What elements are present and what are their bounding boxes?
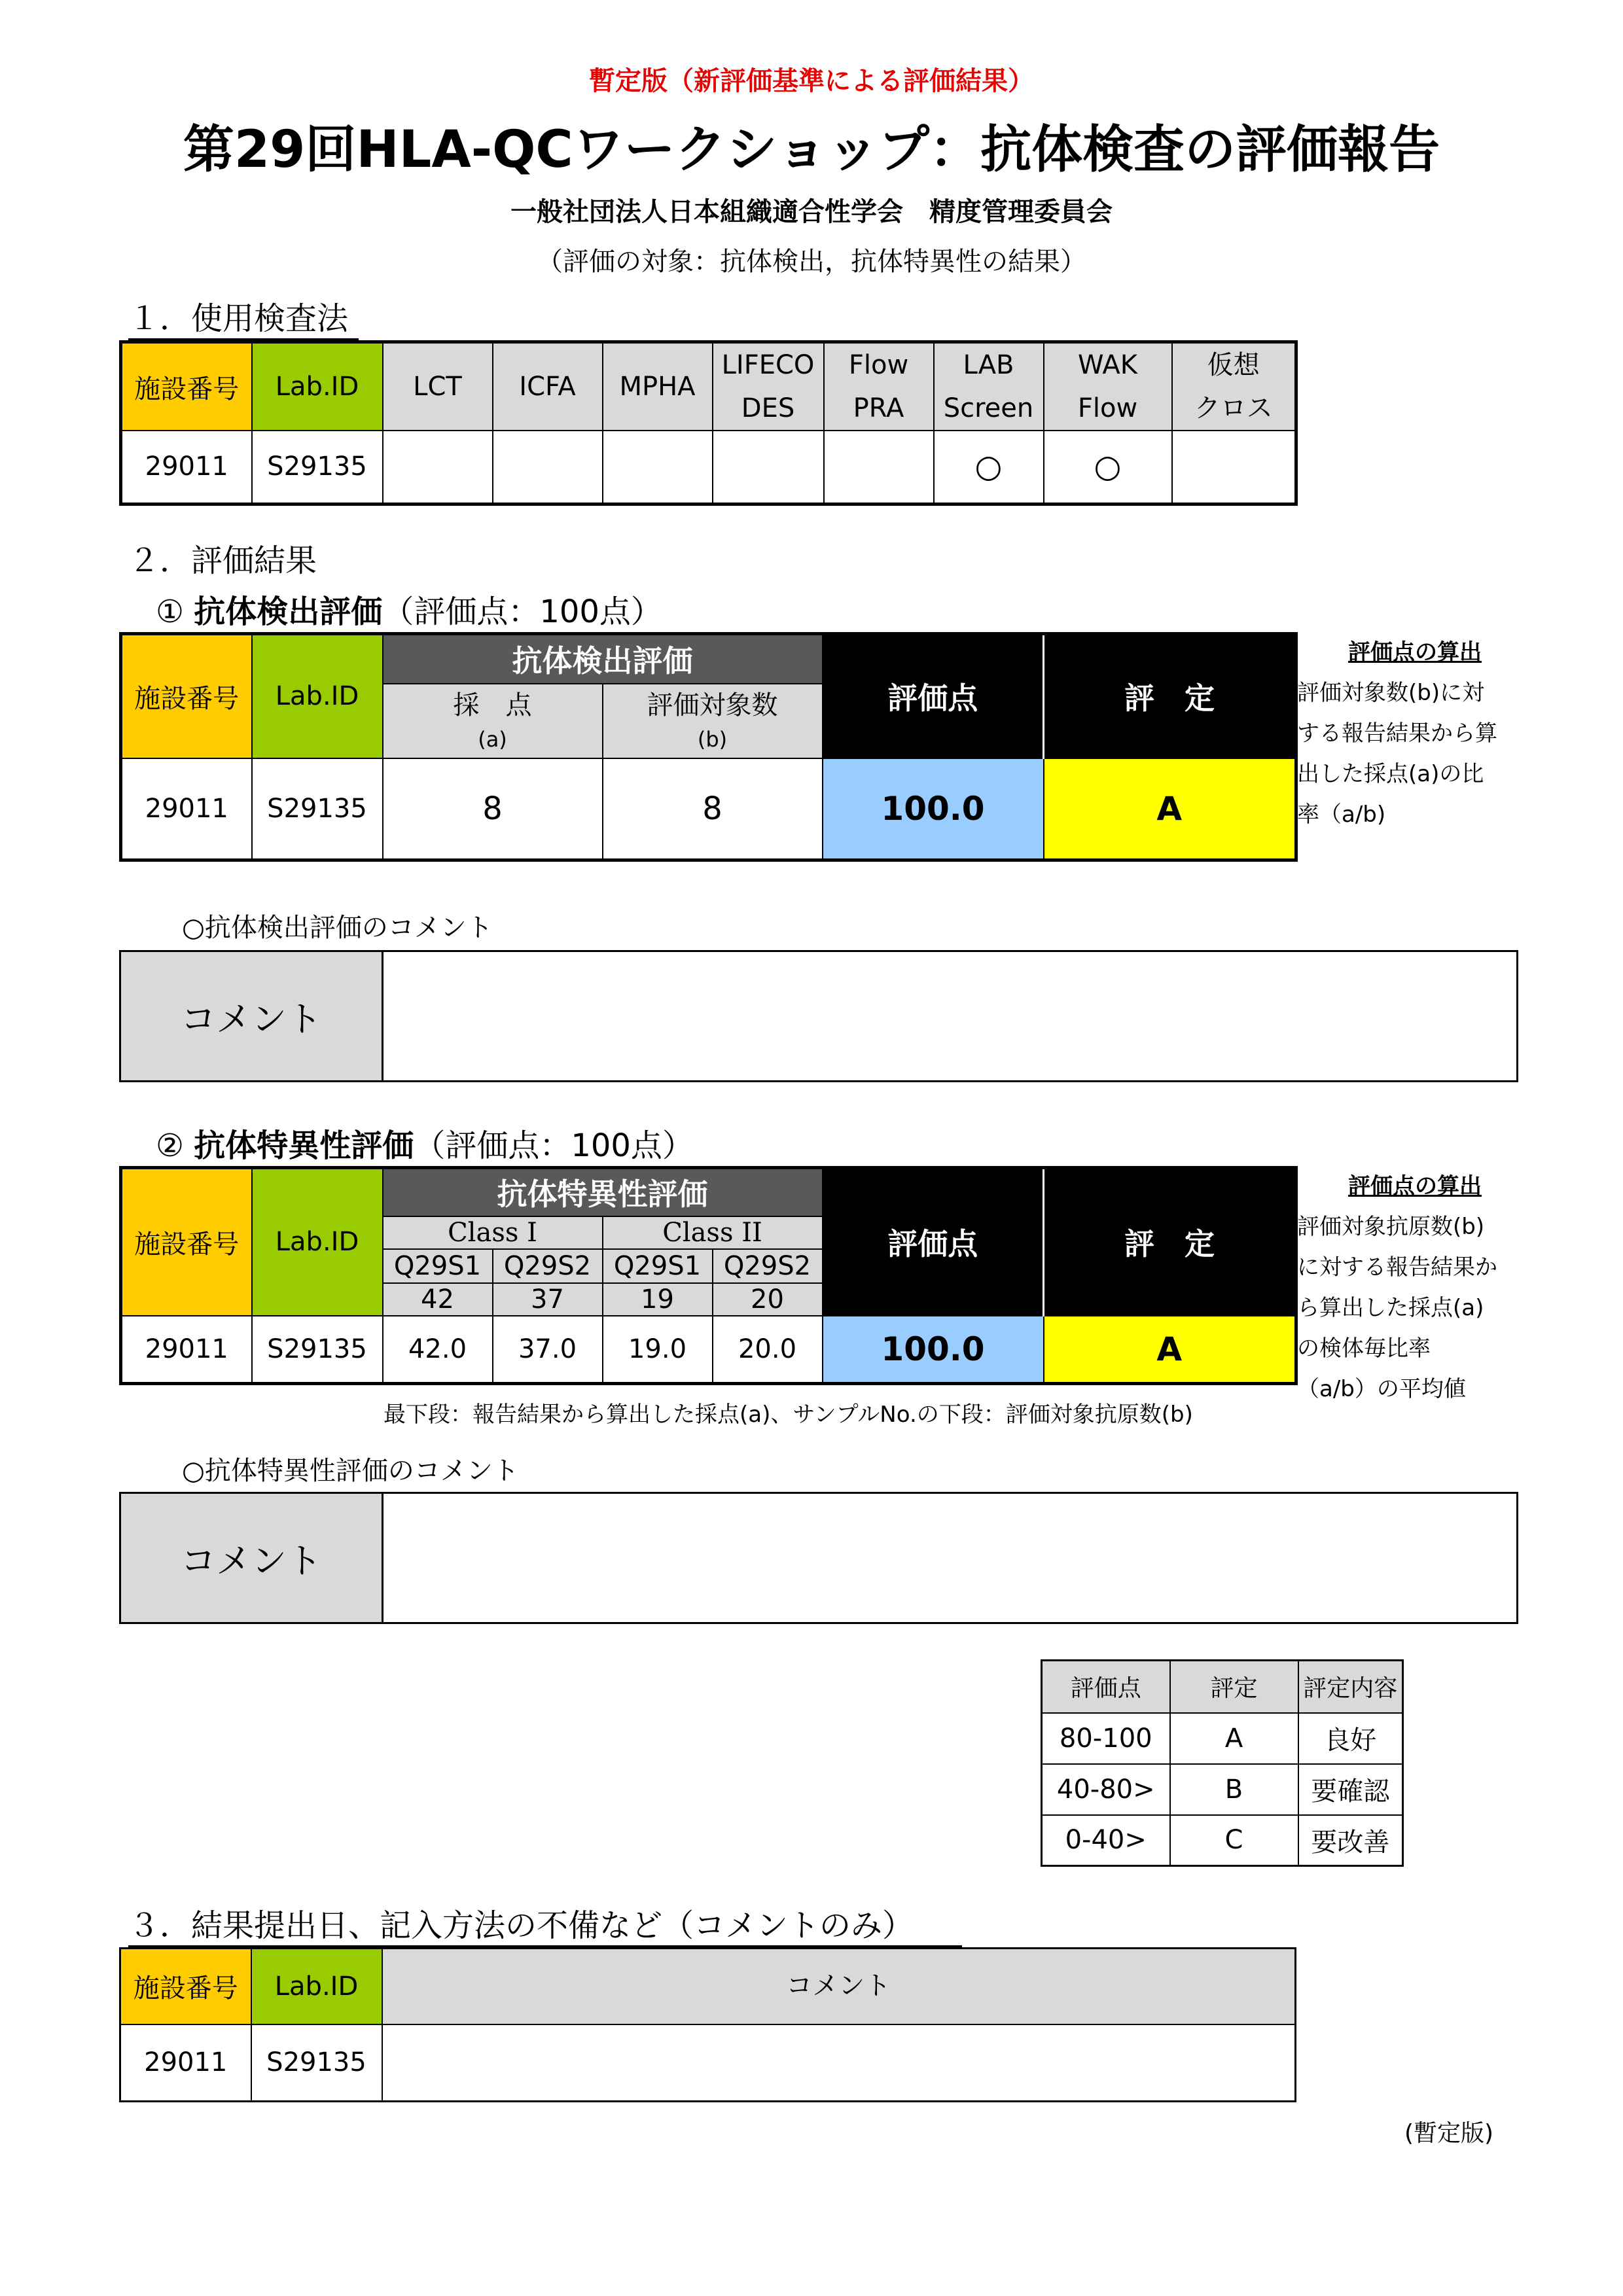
specificity-points-header: 評価点 [823,1168,1044,1316]
detection-target-value: 8 [603,758,823,860]
submission-facility-number: 29011 [120,2024,251,2102]
target-count: 20 [713,1283,823,1316]
col-labid-header: Lab.ID [252,342,383,431]
legend-points-header: 評価点 [1042,1661,1170,1713]
detection-note-line: 率（a/b) [1297,802,1386,828]
legend-content-header: 評定内容 [1298,1661,1403,1713]
score-value: 19.0 [603,1316,713,1384]
sample-header: Q29S2 [493,1249,603,1283]
specificity-eval-num: ② [156,1127,185,1164]
detection-facility-header: 施設番号 [121,634,252,758]
col-mpha-header: MPHA [603,342,713,431]
detection-eval-num: ① [156,593,185,630]
sample-header: Q29S2 [713,1249,823,1283]
legend-range: 80-100 [1042,1713,1170,1764]
legend-content: 良好 [1298,1713,1403,1764]
virtual-cross-cell [1172,431,1296,504]
specificity-note [1297,1166,1513,1409]
submission-comment-header: コメント [382,1949,1296,2024]
specificity-eval-table [119,1166,1298,1385]
detection-target-sub: (b) [603,722,823,758]
sample-header: Q29S1 [603,1249,713,1283]
target-count: 37 [493,1283,603,1316]
col-lct-header: LCT [383,342,493,431]
specificity-comment-label: コメント [121,1494,383,1622]
flowpra-cell [824,431,934,504]
score-value: 20.0 [713,1316,823,1384]
submission-lab-id: S29135 [251,2024,382,2102]
specificity-note-line: （a/b）の平均値 [1297,1376,1466,1402]
mpha-cell [603,431,713,504]
submission-facility-header: 施設番号 [120,1949,251,2024]
detection-score-sub: (a) [383,722,603,758]
detection-note-line: 評価対象数(b)に対 [1297,680,1485,706]
specificity-eval-title: 抗体特異性評価 [194,1127,414,1164]
specificity-note-line: ら算出した採点(a) [1297,1295,1484,1321]
detection-points-value: 100.0 [823,758,1044,860]
target-count: 42 [383,1283,493,1316]
detection-score-value: 8 [383,758,603,860]
specificity-footnote: 最下段：報告結果から算出した採点(a)、サンプルNo.の下段：評価対象抗原数(b) [383,1402,1193,1428]
specificity-note-line: 評価対象抗原数(b) [1297,1214,1485,1240]
detection-eval-table [119,632,1298,862]
evaluation-scope: （評価の対象：抗体検出，抗体特異性の結果） [537,247,1086,277]
lifecodes-cell [713,431,824,504]
col-virtual-cross-header: 仮想 クロス [1172,342,1296,431]
provisional-label: 暫定版（新評価基準による評価結果） [589,66,1034,96]
class1-header: Class I [383,1216,603,1249]
grade-legend-table [1041,1659,1404,1867]
specificity-comment-box [119,1492,1518,1624]
class2-header: Class II [603,1216,823,1249]
detection-comment-heading: ○抗体検出評価のコメント [182,913,493,943]
specificity-facility-number: 29011 [121,1316,252,1384]
detection-eval-title: 抗体検出評価 [194,593,383,630]
section2-heading: ２．評価結果 [128,542,317,579]
specificity-points-value: 100.0 [823,1316,1044,1384]
detection-labid-header: Lab.ID [252,634,383,758]
detection-note-line: する報告結果から算 [1297,720,1497,747]
legend-range: 40-80> [1042,1764,1170,1815]
detection-comment-label: コメント [121,952,383,1080]
sample-header: Q29S1 [383,1249,493,1283]
col-labscreen-header: LAB Screen [934,342,1044,431]
detection-group-header: 抗体検出評価 [383,634,823,684]
submission-table [119,1947,1296,2102]
specificity-eval-heading [156,1120,694,1165]
legend-grade: A [1170,1713,1298,1764]
legend-grade: B [1170,1764,1298,1815]
detection-eval-points: （評価点：100点） [382,593,662,630]
lct-cell [383,431,493,504]
specificity-lab-id: S29135 [252,1316,383,1384]
detection-lab-id: S29135 [252,758,383,860]
legend-grade: C [1170,1815,1298,1866]
legend-grade-header: 評定 [1170,1661,1298,1713]
detection-note [1297,632,1513,835]
specificity-grade-value: A [1044,1316,1296,1384]
wakflow-cell: ○ [1044,431,1172,504]
detection-comment-box [119,950,1518,1082]
specificity-labid-header: Lab.ID [252,1168,383,1316]
legend-content: 要改善 [1298,1815,1403,1866]
score-value: 42.0 [383,1316,493,1384]
detection-facility-number: 29011 [121,758,252,860]
page-title: 第29回HLA-QCワークショップ：抗体検査の評価報告 [183,120,1440,179]
section1-heading: １．使用検査法 [128,293,359,340]
organization: 一般社団法人日本組織適合性学会 精度管理委員会 [510,197,1113,227]
col-icfa-header: ICFA [493,342,603,431]
section3-heading: ３．結果提出日、記入方法の不備など（コメントのみ） [128,1900,962,1947]
detection-note-title: 評価点の算出 [1348,639,1482,665]
submission-labid-header: Lab.ID [251,1949,382,2024]
col-wakflow-header: WAK Flow [1044,342,1172,431]
col-lifecodes-header: LIFECO DES [713,342,824,431]
detection-comment-text [383,952,1516,1080]
methods-table [119,340,1298,506]
lab-id: S29135 [252,431,383,504]
specificity-note-title: 評価点の算出 [1348,1173,1482,1199]
specificity-comment-text [383,1494,1516,1622]
legend-content: 要確認 [1298,1764,1403,1815]
specificity-grade-header: 評 定 [1044,1168,1296,1316]
facility-number: 29011 [121,431,252,504]
legend-range: 0-40> [1042,1815,1170,1866]
labscreen-cell: ○ [934,431,1044,504]
icfa-cell [493,431,603,504]
specificity-note-line: に対する報告結果か [1297,1254,1497,1280]
specificity-note-line: の検体毎比率 [1297,1335,1431,1362]
detection-score-header: 採 点 [383,684,603,722]
detection-note-line: 出した採点(a)の比 [1297,761,1484,787]
col-facility-header: 施設番号 [121,342,252,431]
specificity-group-header: 抗体特異性評価 [383,1168,823,1216]
score-value: 37.0 [493,1316,603,1384]
footer-provisional: (暫定版) [1404,2120,1494,2147]
specificity-comment-heading: ○抗体特異性評価のコメント [182,1456,519,1486]
submission-comment [382,2024,1296,2102]
detection-grade-header: 評 定 [1044,634,1296,758]
specificity-eval-points: （評価点：100点） [414,1127,694,1164]
detection-target-header: 評価対象数 [603,684,823,722]
detection-eval-heading [156,586,662,631]
col-flowpra-header: Flow PRA [824,342,934,431]
target-count: 19 [603,1283,713,1316]
detection-points-header: 評価点 [823,634,1044,758]
detection-grade-value: A [1044,758,1296,860]
specificity-facility-header: 施設番号 [121,1168,252,1316]
